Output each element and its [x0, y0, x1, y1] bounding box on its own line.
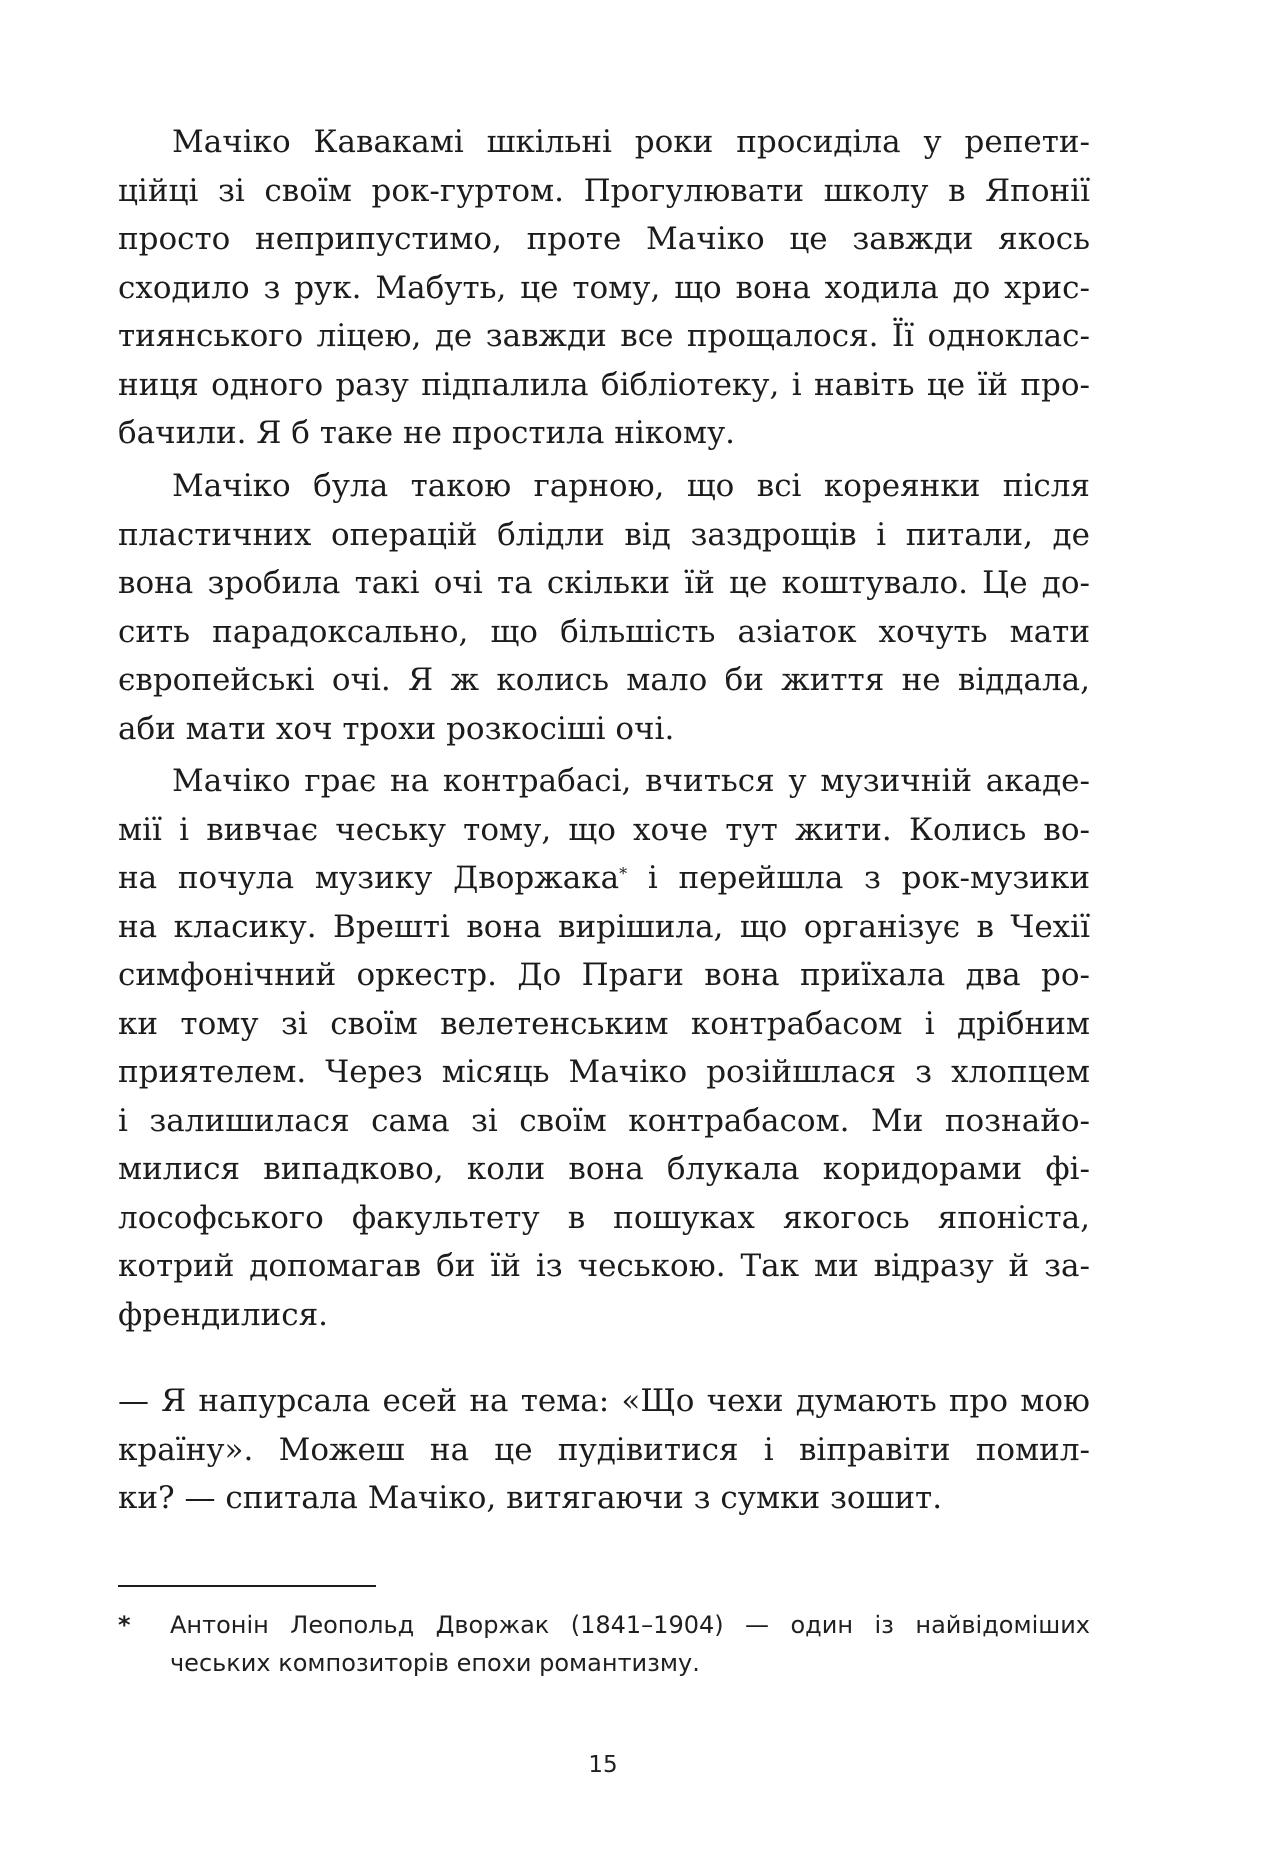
text-line: тиянського ліцею, де завжди все прощалося. Її одноклас-	[118, 318, 1090, 354]
text-line: бачили. Я б таке не простила нікому.	[118, 415, 736, 451]
text-line: Мачіко була такою гарною, що всі кореянки після	[172, 468, 1090, 504]
footnote-line: Антонін Леопольд Дворжак (1841–1904) — один із найвідоміших	[170, 1611, 1090, 1639]
text-line: і залишилася сама зі своїм контрабасом. Ми познайо-	[118, 1102, 1090, 1139]
paragraph-2	[118, 462, 1090, 753]
text-line: просто неприпустимо, проте Мачіко це завжди якось	[118, 221, 1090, 257]
paragraph-1	[118, 118, 1090, 458]
text-line: лософського факультету в пошуках якогось японіста,	[118, 1199, 1090, 1236]
text-line: пластичних операцій блідли від заздрощів і питали, де	[118, 516, 1090, 553]
text-segment: і перейшла з рок-музики	[627, 860, 1090, 896]
text-line	[118, 854, 1090, 903]
dialogue-paragraph	[118, 1377, 1090, 1523]
text-segment: на почула музику Дворжака	[118, 860, 620, 896]
text-line: сходило з рук. Мабуть, це тому, що вона ходила до хрис-	[118, 269, 1090, 306]
text-line: вона зробила такі очі та скільки їй це коштувало. Це до-	[118, 565, 1090, 601]
text-line: ки? — спитала Мачіко, витягаючи з сумки зошит.	[118, 1480, 943, 1516]
footnote-divider	[118, 1585, 376, 1587]
text-line: Мачіко Кавакамі шкільні роки просиділа у репети-	[172, 124, 1090, 160]
text-line: милися випадково, коли вона блукала коридорами фі-	[118, 1151, 1090, 1187]
text-line: приятелем. Через місяць Мачіко розійшлася з хлопцем	[118, 1054, 1090, 1090]
text-line: ниця одного разу підпалила бібліотеку, і навіть це їй про-	[118, 366, 1090, 403]
footnote-reference-mark[interactable]: *	[619, 864, 628, 883]
text-line: ційці зі своїм рок-гуртом. Прогулювати школу в Японії	[118, 172, 1090, 209]
text-line: країну». Можеш на це пудівитися і віправіти помил-	[118, 1431, 1090, 1468]
text-line: на класику. Врешті вона вирішила, що організує в Чехії	[118, 908, 1090, 945]
text-line: європейські очі. Я ж колись мало би життя не віддала,	[118, 662, 1090, 698]
text-line: френдилися.	[118, 1296, 328, 1333]
text-line: Мачіко грає на контрабасі, вчиться у музичній акаде-	[172, 763, 1090, 799]
text-line: котрий допомагав би їй із чеською. Так ми відразу й за-	[118, 1248, 1090, 1284]
text-line: мії і вивчає чеську тому, що хоче тут жити. Колись во-	[118, 811, 1090, 848]
text-line: — Я напурсала есей на тема: «Що чехи думають про мою	[118, 1383, 1090, 1419]
footnote-marker: *	[118, 1611, 131, 1639]
page-number: 15	[588, 1752, 618, 1778]
footnote-line: чеських композиторів епохи романтизму.	[170, 1649, 700, 1677]
text-line: сить парадоксально, що більшість азіаток хочуть мати	[118, 613, 1090, 650]
text-line: ки тому зі своїм велетенським контрабасом і дрібним	[118, 1005, 1090, 1042]
paragraph-3	[118, 757, 1090, 1339]
text-line: симфонічний оркестр. До Праги вона приїхала два ро-	[118, 957, 1090, 993]
text-line: аби мати хоч трохи розкосіші очі.	[118, 710, 675, 747]
footnote-text	[170, 1606, 1090, 1682]
